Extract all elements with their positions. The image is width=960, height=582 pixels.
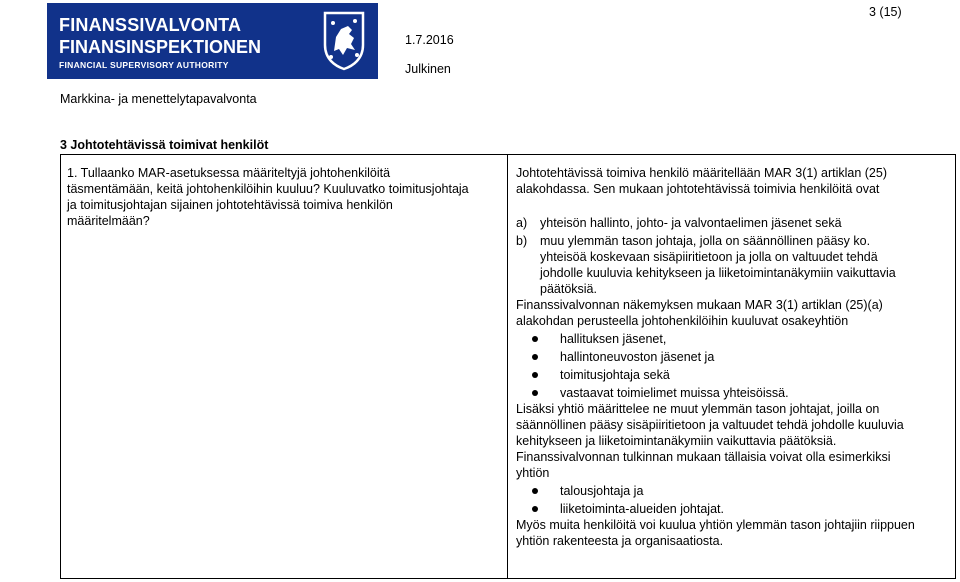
qa-table bbox=[60, 154, 956, 579]
question-line: määritelmään? bbox=[67, 214, 150, 228]
list-text: muu ylemmän tason johtaja, jolla on säännöllinen pääsy ko. bbox=[540, 234, 871, 248]
logo-line-2: FINANSINSPEKTIONEN bbox=[59, 37, 262, 57]
extra-line: Finanssivalvonnan tulkinnan mukaan tällaisia voivat olla esimerkiksi bbox=[516, 450, 891, 464]
document-status: Julkinen bbox=[405, 62, 451, 76]
answer-intro-line: Johtotehtävissä toimiva henkilö määritellään MAR 3(1) artiklan (25) bbox=[516, 166, 887, 180]
continuation-line: yhteisöä koskevaan sisäpiiritietoon ja jolla on valtuudet tehdä bbox=[540, 250, 878, 264]
bullet-item: talousjohtaja ja bbox=[516, 483, 951, 499]
section-title: 3 Johtotehtävissä toimivat henkilöt bbox=[60, 138, 269, 152]
question-line: 1. Tullaanko MAR-asetuksessa määriteltyjä johtohenkilöitä bbox=[67, 166, 391, 180]
list-item-a bbox=[516, 215, 951, 231]
list-label: a) bbox=[516, 216, 528, 230]
continuation-line: johdolle kuuluvia kehitykseen ja liiketoimintanäkymiin vaikuttavia bbox=[540, 266, 896, 280]
bullet-item: toimitusjohtaja sekä bbox=[516, 367, 951, 383]
department-name: Markkina- ja menettelytapavalvonta bbox=[60, 92, 257, 106]
question-line: ja toimitusjohtajan sijainen johtotehtävissä toimiva henkilön bbox=[67, 198, 393, 212]
closing-line: Myös muita henkilöitä voi kuulua yhtiön ylemmän tason johtajiin riippuen bbox=[516, 518, 915, 532]
document-date: 1.7.2016 bbox=[405, 33, 454, 47]
continuation-line: päätöksiä. bbox=[540, 282, 597, 296]
answer-intro-line: alakohdassa. Sen mukaan johtotehtävissä toimivia henkilöitä ovat bbox=[516, 182, 880, 196]
logo-line-3: FINANCIAL SUPERVISORY AUTHORITY bbox=[59, 60, 229, 70]
list-item-b-continuation bbox=[540, 249, 951, 297]
bullet-item: vastaavat toimielimet muissa yhteisöissä. bbox=[516, 385, 951, 401]
page-number: 3 (15) bbox=[869, 5, 902, 19]
bullet-item: liiketoiminta-alueiden johtajat. bbox=[516, 501, 951, 517]
lion-crest-icon bbox=[321, 11, 367, 71]
extra-line: säännöllinen pääsy sisäpiiritietoon ja valtuudet tehdä johdolle kuuluvia bbox=[516, 418, 904, 432]
view-line: Finanssivalvonnan näkemyksen mukaan MAR 3(1) artiklan (25)(a) bbox=[516, 298, 883, 312]
answer-cell bbox=[516, 165, 951, 549]
logo-line-1: FINANSSIVALVONTA bbox=[59, 15, 242, 35]
extra-line: yhtiön bbox=[516, 466, 550, 480]
bullet-item: hallituksen jäsenet, bbox=[516, 331, 951, 347]
list-item-b bbox=[516, 233, 951, 249]
column-divider bbox=[507, 155, 508, 578]
question-cell bbox=[67, 165, 501, 229]
bullet-item: hallintoneuvoston jäsenet ja bbox=[516, 349, 951, 365]
view-line: alakohdan perusteella johtohenkilöihin kuuluvat osakeyhtiön bbox=[516, 314, 849, 328]
fiva-logo bbox=[47, 3, 378, 79]
question-line: täsmentämään, keitä johtohenkilöihin kuuluu? Kuuluvatko toimitusjohtaja bbox=[67, 182, 469, 196]
closing-line: yhtiön rakenteesta ja organisaatiosta. bbox=[516, 534, 724, 548]
list-label: b) bbox=[516, 234, 528, 248]
extra-line: Lisäksi yhtiö määrittelee ne muut ylemmän tason johtajat, joilla on bbox=[516, 402, 880, 416]
list-text: yhteisön hallinto, johto- ja valvontaelimen jäsenet sekä bbox=[540, 216, 842, 230]
extra-line: kehitykseen ja liiketoimintanäkymiin vaikuttavia päätöksiä. bbox=[516, 434, 837, 448]
